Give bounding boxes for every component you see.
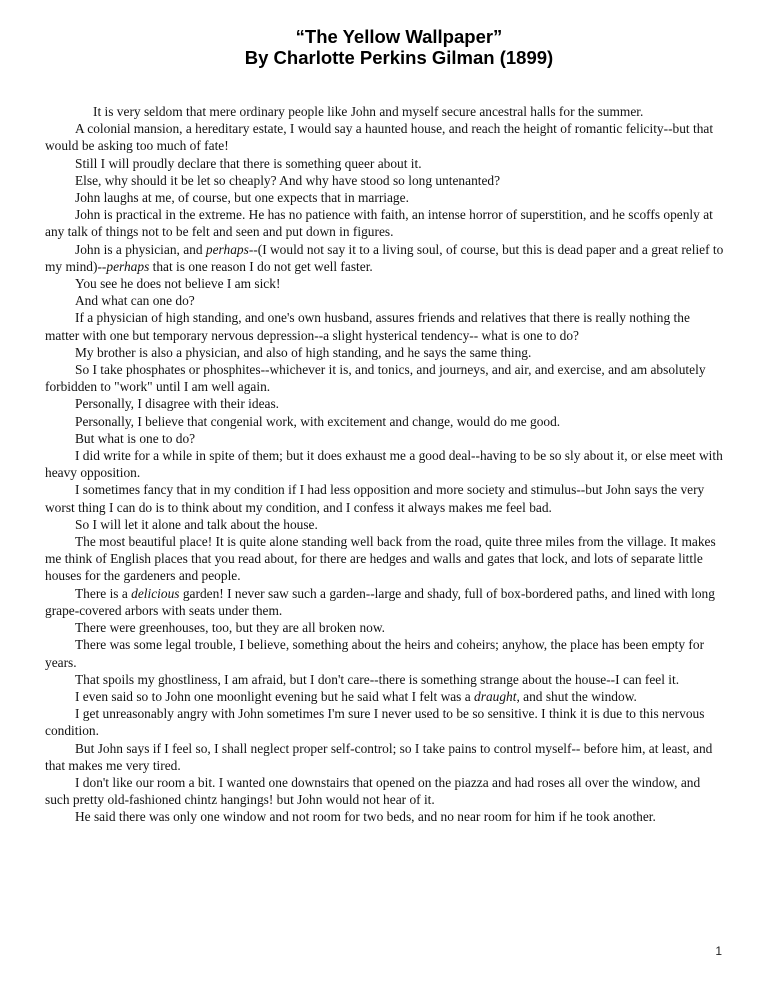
body-text [45,103,725,826]
paragraph-text: Else, why should it be let so cheaply? And why have stood so long untenanted? [75,172,501,188]
paragraph [45,275,725,292]
paragraph [45,481,725,515]
paragraph [45,413,725,430]
paragraph [45,292,725,309]
paragraph [45,309,725,343]
paragraph [45,206,725,240]
paragraph-text: You see he does not believe I am sick! [75,276,281,292]
paragraph [45,636,725,670]
paragraph-text: There is a [75,585,132,601]
paragraph-text: My brother is also a physician, and also of high standing, and he says the same thing. [75,344,532,360]
paragraph [45,671,725,688]
paragraph [45,740,725,774]
emphasis-text: perhaps [205,241,249,257]
paragraph [45,533,725,585]
paragraph [45,430,725,447]
paragraph [45,189,725,206]
paragraph [45,395,725,412]
paragraph-text: I don't like our room a bit. I wanted one downstairs that opened on the piazza and had roses all over the window, and such pretty old-fashioned chintz hangings! but John would not hear of it. [45,774,701,808]
paragraph-text: That spoils my ghostliness, I am afraid, but I don't care--there is something strange about the house--I can feel it. [75,671,680,687]
paragraph-text: If a physician of high standing, and one's own husband, assures friends and relatives that there is really nothing the matter with one but temporary nervous depression--a slight hysterical tendency-- what is one to do? [45,310,690,343]
paragraph-text: I get unreasonably angry with John sometimes I'm sure I never used to be so sensitive. I think it is due to this nervous condition. [45,706,705,739]
paragraph-text: , and shut the window. [516,688,637,704]
paragraph [45,585,725,619]
paragraph-text: But what is one to do? [75,430,196,446]
paragraph-text: that is one reason I do not get well faster. [149,258,373,274]
paragraph-text: --(I would not say it to a living soul, of course, but this is dead paper and a great relief to my mind)-- [45,241,724,274]
paragraph-text: garden! I never saw such a garden--large and shady, full of box-bordered paths, and lined with long grape-covered arbors with seats under them. [45,585,715,618]
paragraph [45,619,725,636]
paragraph-text: John is practical in the extreme. He has no patience with faith, an intense horror of superstition, and he scoffs openly at any talk of things not to be felt and seen and put down in figures. [45,207,713,240]
paragraph [45,516,725,533]
paragraph [45,808,725,825]
paragraph-text: It is very seldom that mere ordinary people like John and myself secure ancestral halls for the summer. [93,104,644,119]
paragraph [45,361,725,395]
emphasis-text: perhaps [106,258,150,274]
paragraph [45,120,725,154]
paragraph-text: John laughs at me, of course, but one expects that in marriage. [75,190,409,206]
emphasis-text: delicious [131,585,180,601]
paragraph-text: There was some legal trouble, I believe, something about the heirs and coheirs; anyhow, the place has been empty for years. [45,637,705,670]
paragraph-text: Still I will proudly declare that there is something queer about it. [75,155,422,171]
paragraph-text: So I will let it alone and talk about the house. [75,516,318,532]
paragraph [45,103,725,120]
title-block [0,26,768,68]
paragraph [45,774,725,808]
paragraph-text: Personally, I disagree with their ideas. [75,396,280,412]
paragraph-text: So I take phosphates or phosphites--whichever it is, and tonics, and journeys, and air, and exercise, and am absolutely forbidden to "work" until I am well again. [45,362,706,395]
emphasis-text: draught [474,688,517,704]
paragraph-text: I did write for a while in spite of them; but it does exhaust me a good deal--having to be so sly about it, or else meet with heavy opposition. [45,448,723,481]
paragraph-text: I sometimes fancy that in my condition if I had less opposition and more society and stimulus--but John says the very worst thing I can do is to think about my condition, and I confess it always makes me feel bad. [45,482,705,515]
paragraph [45,241,725,275]
paragraph [45,344,725,361]
paragraph [45,155,725,172]
document-byline: By Charlotte Perkins Gilman (1899) [244,47,554,68]
paragraph-text: Personally, I believe that congenial work, with excitement and change, would do me good. [75,413,561,429]
paragraph-text: I even said so to John one moonlight evening but he said what I felt was a [75,688,475,704]
paragraph-text: And what can one do? [75,293,195,309]
paragraph-text: There were greenhouses, too, but they are all broken now. [75,620,385,636]
paragraph-text: A colonial mansion, a hereditary estate, I would say a haunted house, and reach the height of romantic felicity--but that would be asking too much of fate! [45,121,714,154]
paragraph-text: But John says if I feel so, I shall neglect proper self-control; so I take pains to control myself-- before him, at least, and that makes me very tired. [45,740,713,773]
document-title: “The Yellow Wallpaper” [295,26,503,47]
paragraph [45,688,725,705]
paragraph [45,172,725,189]
paragraph [45,705,725,739]
page-number: 1 [715,944,722,958]
paragraph [45,447,725,481]
paragraph-text: John is a physician, and [75,241,206,257]
paragraph-text: The most beautiful place! It is quite alone standing well back from the road, quite three miles from the village. It makes me think of English places that you read about, for there are hedges and walls and gates that lock, and lots of separate little houses for the gardeners and people. [45,534,716,584]
paragraph-text: He said there was only one window and not room for two beds, and no near room for him if he took another. [75,809,656,825]
